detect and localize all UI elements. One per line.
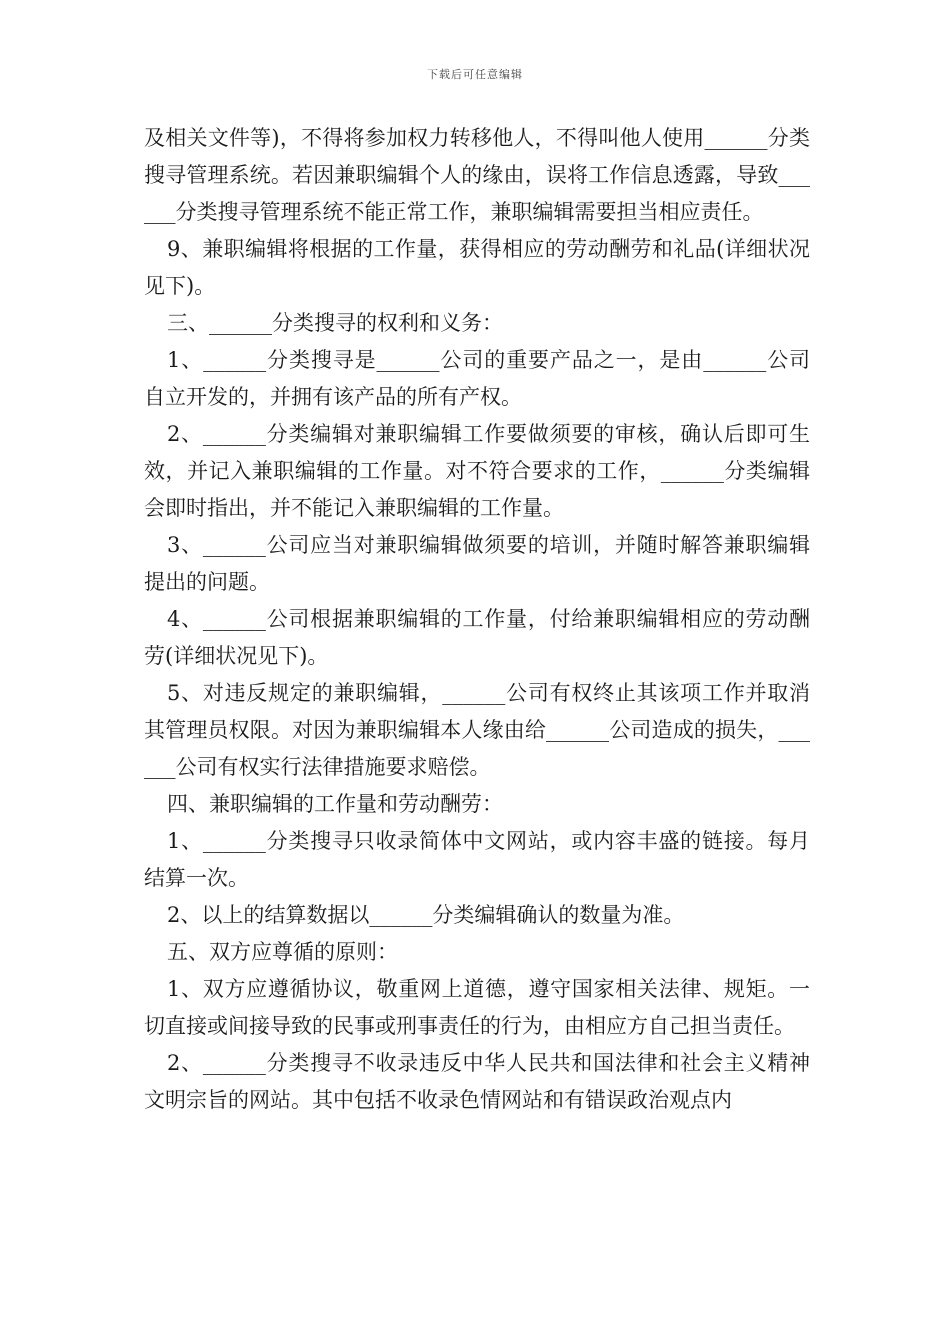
paragraph-4-2: 2、以上的结算数据以______分类编辑确认的数量为准。 [167, 903, 685, 927]
paragraph-3-1: 1、______分类搜寻是______公司的重要产品之一，是由______公司自立开发的，并拥有该产品的所有产权。 [144, 348, 810, 409]
paragraph-5-1: 1、双方应遵循协议，敬重网上道德，遵守国家相关法律、规矩。一切直接或间接导致的民事或刑事责任的行为，由相应方自己担当责任。 [144, 977, 810, 1038]
paragraph-continuation: 及相关文件等)，不得将参加权力转移他人，不得叫他人使用______分类搜寻管理系统。若因兼职编辑个人的缘由，误将工作信息透露，导致______分类搜寻管理系统不能正常工作，兼职编辑需要担当相应责任。 [144, 126, 810, 224]
paragraph-5-2: 2、______分类搜寻不收录违反中华人民共和国法律和社会主义精神文明宗旨的网站。其中包括不收录色情网站和有错误政治观点内 [144, 1051, 810, 1112]
document-body [144, 120, 810, 1119]
paragraph-3-4: 4、______公司根据兼职编辑的工作量，付给兼职编辑相应的劳动酬劳(详细状况见下)。 [144, 607, 810, 668]
section-heading-5: 五、双方应尊循的原则： [167, 940, 398, 964]
page-header: 下载后可任意编辑 [427, 68, 523, 81]
paragraph-3-2: 2、______分类编辑对兼职编辑工作要做须要的审核，确认后即可生效，并记入兼职编辑的工作量。对不符合要求的工作，______分类编辑会即时指出，并不能记入兼职编辑的工作量。 [144, 422, 810, 520]
section-heading-4: 四、兼职编辑的工作量和劳动酬劳： [167, 792, 503, 816]
paragraph-4-1: 1、______分类搜寻只收录简体中文网站，或内容丰盛的链接。每月结算一次。 [144, 829, 810, 890]
paragraph-item-9: 9、兼职编辑将根据的工作量，获得相应的劳动酬劳和礼品(详细状况见下)。 [144, 237, 810, 298]
section-heading-3: 三、______分类搜寻的权利和义务： [167, 311, 503, 335]
paragraph-3-3: 3、______公司应当对兼职编辑做须要的培训，并随时解答兼职编辑提出的问题。 [144, 533, 810, 594]
paragraph-3-5: 5、对违反规定的兼职编辑，______公司有权终止其该项工作并取消其管理员权限。对因为兼职编辑本人缘由给______公司造成的损失，______公司有权实行法律措施要求赔偿。 [144, 681, 810, 779]
